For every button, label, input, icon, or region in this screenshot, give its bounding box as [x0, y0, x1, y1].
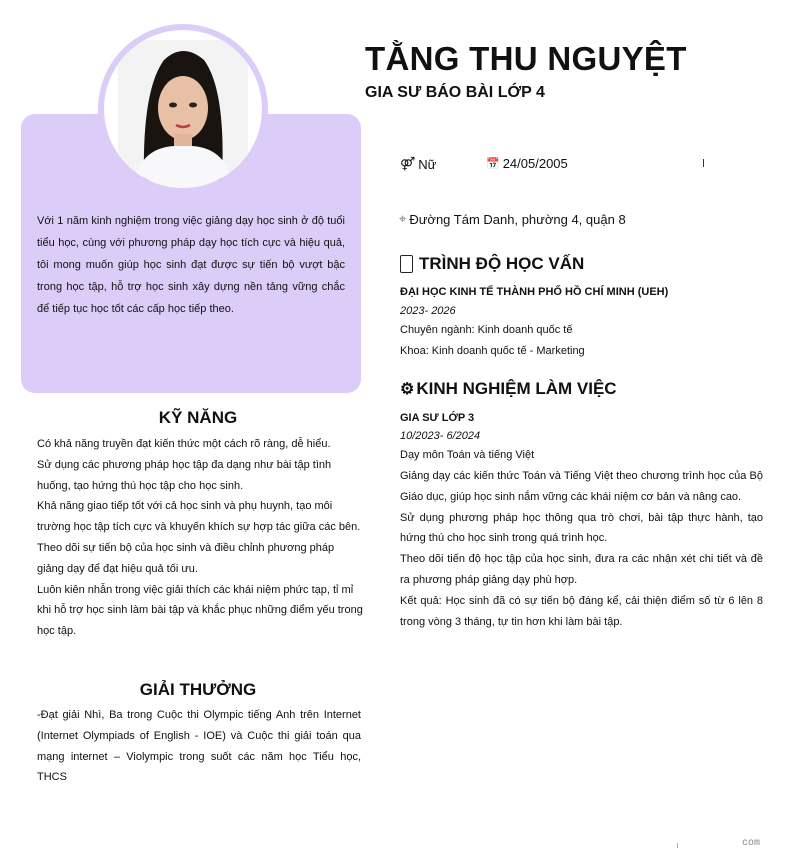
experience-list — [400, 466, 763, 632]
education-faculty: Khoa: Kinh doanh quốc tế - Marketing — [400, 345, 585, 357]
birthday-info — [486, 156, 568, 171]
experience-position: GIA SƯ LỚP 3 — [400, 412, 475, 424]
list-item: Theo dõi sự tiến bộ của học sinh và điều chỉnh phương pháp giảng dạy để đạt hiệu quả tối ưu. — [37, 541, 335, 575]
divider-mark — [703, 159, 704, 167]
list-item: Có khả năng truyền đạt kiến thức một cách rõ ràng, dễ hiểu. — [37, 438, 331, 450]
gender-info — [400, 156, 436, 172]
list-item: Luôn kiên nhẫn trong việc giải thích các khái niệm phức tạp, tỉ mỉ khi hỗ trợ học sinh làm bài tập và khắc phục những điểm yếu trong học tập. — [37, 583, 363, 638]
badge-gear-icon: ⚙ — [400, 381, 415, 398]
list-item: Sử dụng phương pháp học thông qua trò chơi, bài tập thực hành, tạo hứng thú cho học sinh trong quá trình học. — [400, 511, 763, 545]
summary-text: Với 1 năm kinh nghiệm trong việc giảng dạy học sinh ở độ tuổi tiểu học, cùng với phương pháp dạy học tích cực và hiệu quả, tôi mong muốn giúp học sinh đạt được sự tiến bộ vượt bậc trong học tập, hỗ trợ học sinh xây dựng nền tảng vững chắc để tiếp tục học tốt các cấp học tiếp theo. — [37, 215, 345, 315]
gender-icon: ⚤ — [400, 156, 416, 171]
address-info — [399, 211, 626, 227]
experience-period: 10/2023- 6/2024 — [400, 430, 481, 442]
experience-title: KINH NGHIỆM LÀM VIỆC — [416, 379, 617, 398]
list-item: Sử dụng các phương pháp học tập đa dạng như bài tập tình huống, tạo hứng thú học tập cho học sinh. — [37, 458, 332, 492]
experience-heading — [400, 379, 617, 399]
avatar — [104, 30, 262, 188]
awards-text: -Đạt giải Nhì, Ba trong Cuộc thi Olympic tiếng Anh trên Internet (Internet Olympiads of English - IOE) và Cuộc thi giải toán qua mạng internet – Violympic trong suốt các năm học Tiểu học, THCS — [37, 709, 361, 784]
school-name: ĐẠI HỌC KINH TẾ THÀNH PHỐ HỒ CHÍ MINH (UEH) — [400, 286, 669, 298]
skills-list — [37, 434, 363, 642]
calendar-icon: 📅 — [486, 158, 500, 170]
address-value: Đường Tám Danh, phường 4, quận 8 — [409, 211, 626, 227]
awards-heading: GIẢI THƯỞNG — [139, 680, 257, 699]
gender-value: Nữ — [418, 156, 437, 172]
watermark: com — [742, 838, 761, 849]
list-item: Kết quả: Học sinh đã có sự tiến bộ đáng kể, cải thiện điểm số từ 6 lên 8 trong vòng 3 tháng, tự tin hơn khi làm bài tập. — [400, 594, 763, 628]
education-title: TRÌNH ĐỘ HỌC VẤN — [419, 254, 585, 273]
location-pin-icon: ⌖ — [399, 211, 407, 226]
candidate-name: TẰNG THU NGUYỆT — [365, 40, 687, 77]
diploma-icon — [400, 255, 413, 273]
education-major: Chuyên ngành: Kinh doanh quốc tế — [400, 324, 573, 336]
job-title: GIA SƯ BÁO BÀI LỚP 4 — [365, 84, 545, 101]
footer-mark — [677, 843, 678, 848]
education-period: 2023- 2026 — [400, 305, 456, 317]
list-item: Giảng dạy các kiến thức Toán và Tiếng Việt theo chương trình học của Bộ Giáo dục, giúp học sinh nắm vững các khái niệm cơ bản và nâng cao. — [400, 470, 763, 503]
education-heading — [400, 254, 584, 274]
list-item: Khả năng giao tiếp tốt với cả học sinh và phụ huynh, tạo môi trường học tập tích cực và khuyến khích sự hợp tác giữa các bên. — [37, 500, 361, 534]
birthday-value: 24/05/2005 — [502, 156, 568, 171]
experience-subject: Dạy môn Toán và tiếng Việt — [400, 449, 535, 461]
list-item: Theo dõi tiến độ học tập của học sinh, đưa ra các nhận xét chi tiết và đề ra phương pháp giảng dạy phù hợp. — [400, 553, 763, 586]
skills-heading: KỸ NĂNG — [158, 408, 238, 427]
